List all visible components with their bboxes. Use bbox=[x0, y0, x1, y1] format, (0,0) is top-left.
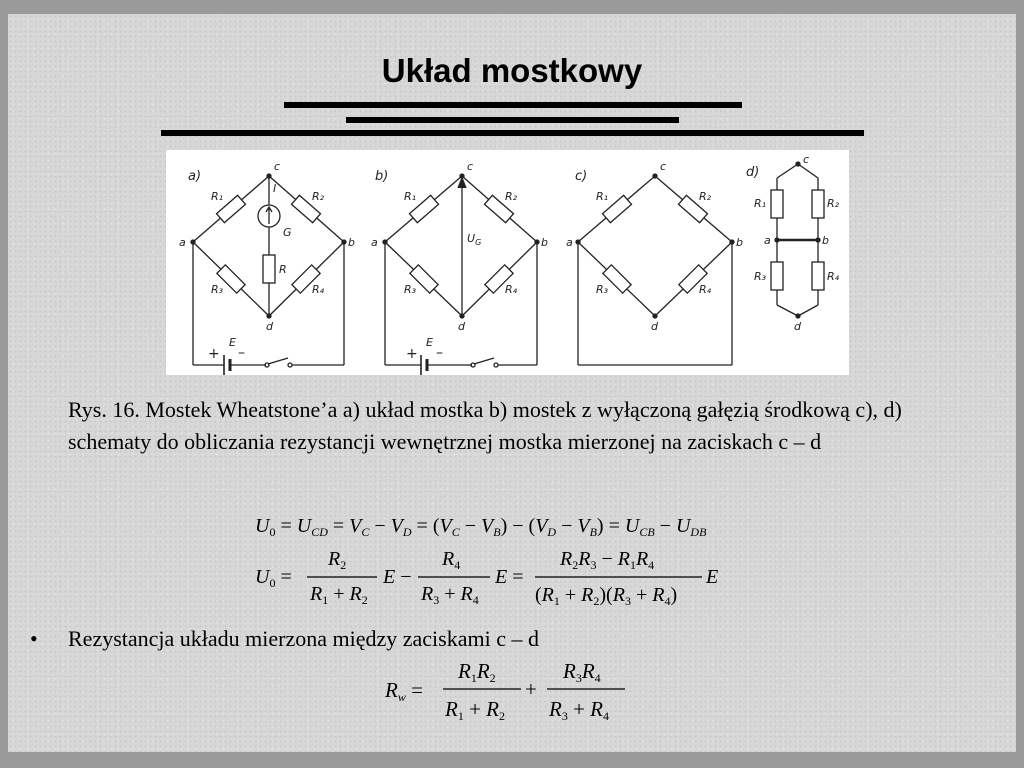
svg-text:E =: E = bbox=[495, 566, 524, 588]
circuit-panel-c bbox=[566, 160, 743, 365]
node-label-c: c bbox=[274, 160, 281, 173]
label-R4: R₄ bbox=[312, 283, 325, 296]
node-label-c: c bbox=[467, 160, 474, 173]
label-R1: R₁ bbox=[211, 190, 224, 203]
resistor-R4 bbox=[812, 262, 824, 290]
label-minus: – bbox=[238, 345, 245, 361]
slide-title: Układ mostkowy bbox=[381, 52, 643, 89]
resistor-R bbox=[263, 255, 275, 283]
label-R3: R₃ bbox=[754, 270, 767, 283]
svg-text:Rw =: Rw = bbox=[385, 678, 423, 704]
label-E: E bbox=[229, 336, 236, 349]
label-R1: R₁ bbox=[754, 197, 767, 210]
equation-voltage-definition bbox=[255, 508, 775, 542]
panel-label-c: c) bbox=[575, 169, 588, 184]
label-R4: R₄ bbox=[505, 283, 518, 296]
svg-text:R3 + R4: $R_3 + R_4$ bbox=[421, 583, 479, 607]
svg-text:U0 =: $U_0$ = bbox=[255, 566, 292, 590]
node-label-a: a bbox=[566, 236, 573, 249]
label-plus: + bbox=[208, 346, 220, 362]
svg-text:R3R4: R3R4 bbox=[563, 659, 601, 685]
resistor-R2 bbox=[812, 190, 824, 218]
svg-text:(R1 + R2)(R3 + R4): $(R_1 + R_2)(R_3 + R_4)$ bbox=[535, 584, 678, 608]
node-label-a: a bbox=[764, 234, 771, 247]
label-R3: R₃ bbox=[211, 283, 224, 296]
label-UG: $U_G$ bbox=[467, 232, 482, 247]
svg-text:+: + bbox=[525, 677, 537, 701]
panel-label-d: d) bbox=[746, 165, 760, 180]
label-R4: R₄ bbox=[827, 270, 840, 283]
node-label-c: c bbox=[660, 160, 667, 173]
label-R3: R₃ bbox=[404, 283, 417, 296]
circuit-panel-b bbox=[371, 160, 548, 375]
svg-text:R1R2: R1R2 bbox=[458, 659, 496, 685]
label-G: G bbox=[283, 226, 292, 239]
circuit-panel-a bbox=[179, 160, 355, 375]
equation-bridge-voltage bbox=[255, 545, 735, 609]
label-R3: R₃ bbox=[596, 283, 609, 296]
node-label-d: d bbox=[458, 320, 465, 333]
label-R2: R₂ bbox=[827, 197, 840, 210]
svg-text:R1 + R2: R1 + R2 bbox=[445, 697, 505, 723]
figure-caption: Rys. 16. Mostek Wheatstone’a a) układ mostka b) mostek z wyłączoną gałęzią środkową c), d) schematy do obliczania rezystancji wewnętrznej mostka mierzonej na zaciskach c – d bbox=[68, 397, 902, 454]
bullet-text: Rezystancja układu mierzona między zaciskami c – d bbox=[68, 626, 539, 651]
bullet-icon: • bbox=[30, 626, 38, 651]
circuit-panel-d bbox=[746, 153, 840, 333]
label-R1: R₁ bbox=[596, 190, 609, 203]
label-R2: R₂ bbox=[312, 190, 325, 203]
label-R1: R₁ bbox=[404, 190, 417, 203]
node-label-b: b bbox=[822, 234, 829, 247]
svg-text:E −: E − bbox=[383, 566, 412, 588]
label-R: R bbox=[279, 263, 287, 276]
label-minus: – bbox=[436, 345, 443, 361]
node-label-b: b bbox=[541, 236, 548, 249]
svg-text:R1 + R2: $R_1 + R_2$ bbox=[310, 583, 368, 607]
svg-text:U0 = UCD = VC − VD = (VC − VB): $U_0 = U_{CD} = V_C - V_D = (V_C - V_B) - (V_D - V_B) = U_{CB} - U_{DB}$ bbox=[255, 515, 707, 539]
title-underline-top bbox=[284, 102, 742, 108]
svg-text:R3 + R4: R3 + R4 bbox=[549, 697, 609, 723]
title-underline-middle bbox=[346, 117, 679, 123]
panel-label-a: a) bbox=[188, 169, 202, 184]
node-label-b: b bbox=[348, 236, 355, 249]
node-label-d: d bbox=[266, 320, 273, 333]
node-label-b: b bbox=[736, 236, 743, 249]
svg-text:R2: $R_2$ bbox=[328, 548, 347, 572]
equation-internal-resistance bbox=[385, 656, 635, 726]
node-label-a: a bbox=[371, 236, 378, 249]
label-E: E bbox=[426, 336, 433, 349]
svg-text:E: E bbox=[706, 566, 719, 588]
panel-label-b: b) bbox=[375, 169, 389, 184]
title-underline-bottom bbox=[161, 130, 864, 136]
node-label-d: d bbox=[794, 320, 801, 333]
svg-text:R2R3 − R1R4: $R_2R_3 - R_1R_4$ bbox=[560, 548, 655, 572]
node-label-a: a bbox=[179, 236, 186, 249]
label-R2: R₂ bbox=[505, 190, 518, 203]
resistor-R3 bbox=[771, 262, 783, 290]
node-label-d: d bbox=[651, 320, 658, 333]
label-R4: R₄ bbox=[699, 283, 712, 296]
label-I: I bbox=[273, 182, 277, 195]
label-R2: R₂ bbox=[699, 190, 712, 203]
resistor-R1 bbox=[771, 190, 783, 218]
label-plus: + bbox=[406, 346, 418, 362]
node-label-c: c bbox=[803, 153, 810, 166]
wheatstone-bridge-figure bbox=[166, 150, 849, 375]
svg-text:R4: $R_4$ bbox=[442, 548, 461, 572]
